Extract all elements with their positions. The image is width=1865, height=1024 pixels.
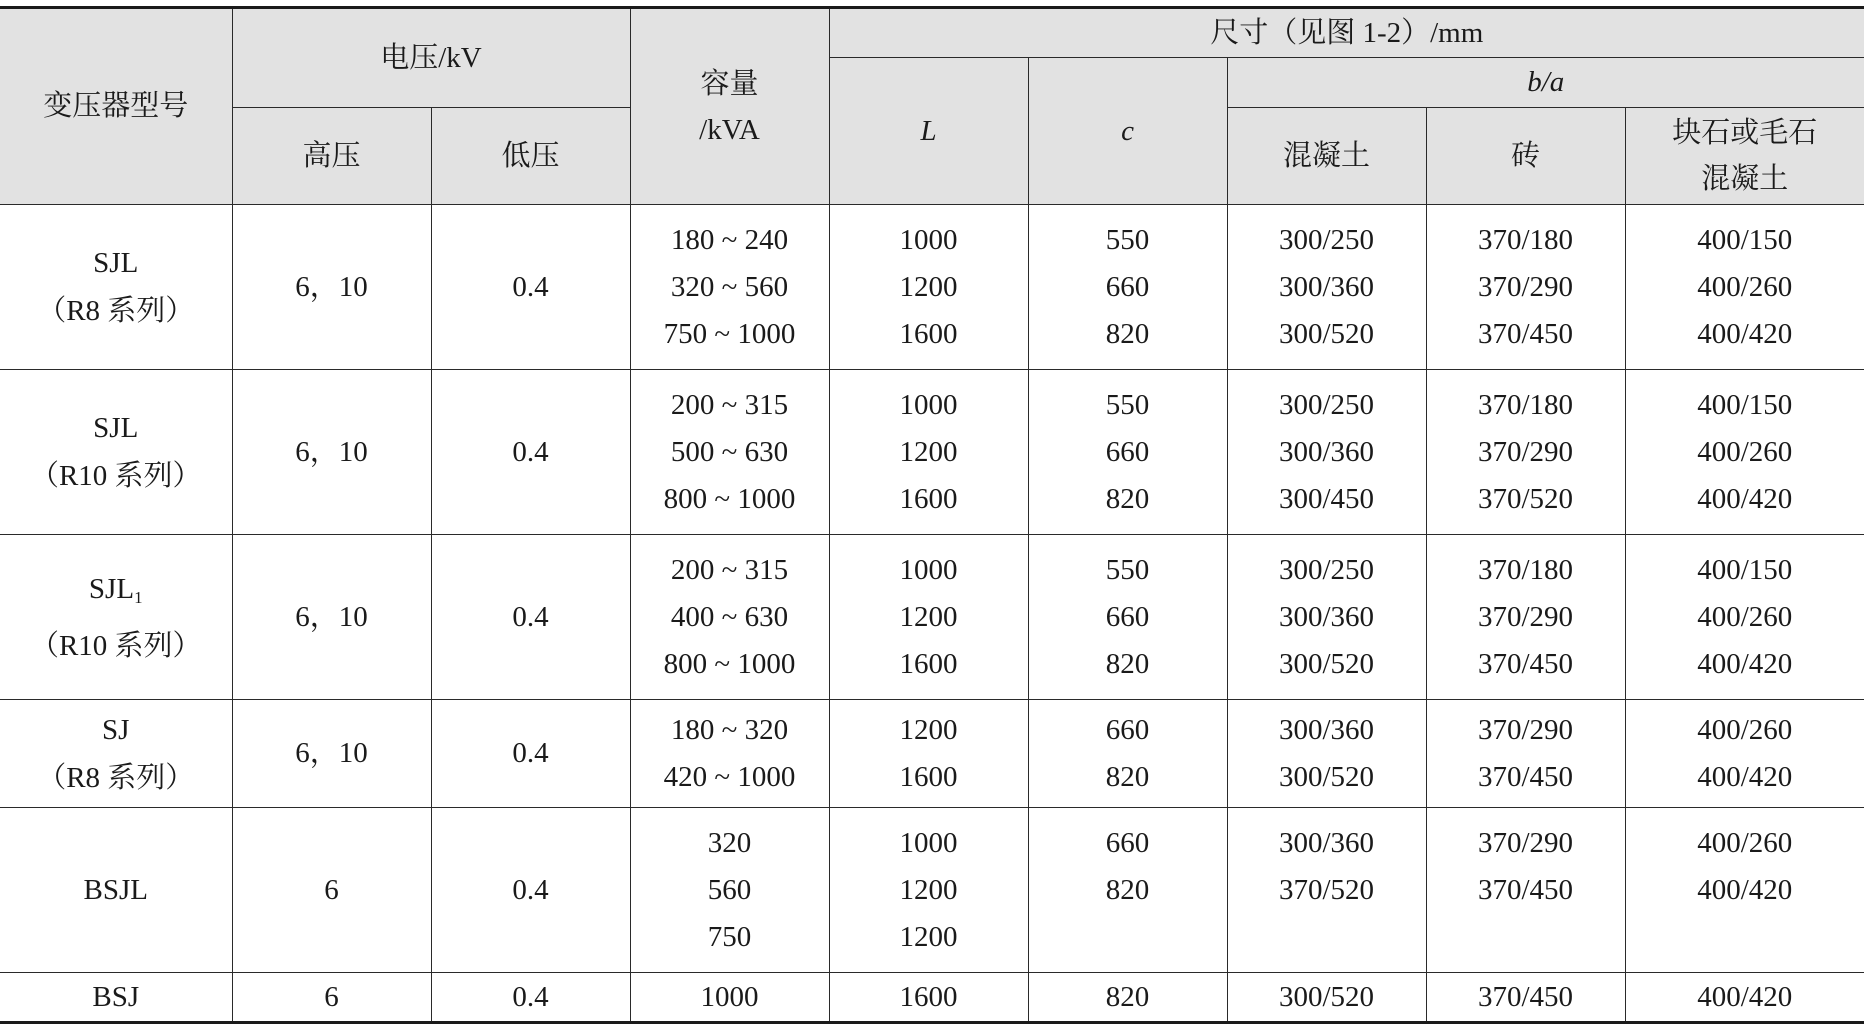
cell-low-voltage: 0.4 [431, 535, 630, 700]
rubble-value [1626, 914, 1865, 961]
cell-concrete [1227, 535, 1426, 700]
capacity-value: 420 ~ 1000 [663, 760, 796, 793]
concrete-value: 300/450 [1278, 482, 1375, 515]
cell-L [829, 700, 1028, 808]
c-value: 820 [1105, 317, 1150, 350]
cell-capacity [630, 700, 829, 808]
table-body [0, 205, 1864, 1023]
header-ba: b/a [1227, 58, 1864, 108]
cell-model [0, 808, 232, 973]
cell-brick [1426, 700, 1625, 808]
c-value: 660 [1105, 600, 1150, 633]
cell-high-voltage: 6，10 [232, 700, 431, 808]
cell-L [829, 808, 1028, 973]
header-voltage: 电压/kV [232, 8, 630, 108]
table-row [0, 535, 1864, 700]
rubble-value: 400/420 [1697, 760, 1793, 793]
cell-rubble [1625, 370, 1864, 535]
rubble-value: 400/150 [1697, 388, 1793, 421]
brick-value: 370/180 [1477, 553, 1574, 586]
c-value: 550 [1105, 553, 1150, 586]
cell-concrete [1227, 700, 1426, 808]
capacity-value: 750 [707, 920, 752, 953]
brick-value: 370/290 [1477, 826, 1574, 859]
L-value: 1600 [899, 482, 958, 515]
cell-model [0, 205, 232, 370]
header-capacity-line2: /kVA [699, 113, 760, 146]
capacity-value: 180 ~ 320 [670, 713, 789, 746]
rubble-value: 400/260 [1697, 600, 1793, 633]
c-value: 660 [1105, 826, 1150, 859]
model-subscript: 1 [134, 587, 143, 607]
brick-value: 370/290 [1477, 600, 1574, 633]
cell-low-voltage: 0.4 [431, 973, 630, 1023]
concrete-value: 300/360 [1278, 435, 1375, 468]
L-value: 1600 [899, 647, 958, 680]
header-high-voltage: 高压 [232, 108, 431, 205]
model-code: SJL [88, 572, 135, 605]
model-series: （R10 系列） [29, 629, 202, 662]
concrete-value: 300/520 [1278, 760, 1375, 793]
cell-c [1028, 973, 1227, 1023]
rubble-value: 400/150 [1697, 553, 1793, 586]
brick-value: 370/450 [1477, 317, 1574, 350]
capacity-value: 320 ~ 560 [670, 270, 789, 303]
L-value: 1200 [899, 270, 958, 303]
header-brick: 砖 [1426, 108, 1625, 205]
cell-high-voltage: 6，10 [232, 370, 431, 535]
table-header [0, 8, 1864, 205]
c-value: 820 [1105, 482, 1150, 515]
cell-capacity [630, 370, 829, 535]
L-value: 1600 [899, 760, 958, 793]
c-value: 820 [1105, 647, 1150, 680]
cell-rubble [1625, 205, 1864, 370]
model-name [0, 973, 232, 1021]
capacity-value: 200 ~ 315 [670, 388, 789, 421]
concrete-value: 300/360 [1278, 600, 1375, 633]
cell-high-voltage: 6，10 [232, 535, 431, 700]
table-row [0, 808, 1864, 973]
table-row [0, 370, 1864, 535]
header-capacity-line1: 容量 [700, 67, 759, 100]
header-rubble [1625, 108, 1864, 205]
cell-low-voltage: 0.4 [431, 700, 630, 808]
brick-value: 370/180 [1477, 388, 1574, 421]
model-series: （R8 系列） [37, 761, 195, 794]
capacity-value: 400 ~ 630 [670, 600, 789, 633]
model-name [0, 565, 232, 622]
concrete-value: 300/360 [1278, 270, 1375, 303]
cell-brick [1426, 973, 1625, 1023]
cell-capacity [630, 535, 829, 700]
cell-rubble [1625, 808, 1864, 973]
cell-model [0, 535, 232, 700]
header-concrete: 混凝土 [1227, 108, 1426, 205]
cell-L [829, 370, 1028, 535]
model-name [0, 404, 232, 452]
brick-value: 370/180 [1477, 223, 1574, 256]
rubble-value: 400/260 [1697, 270, 1793, 303]
c-value: 820 [1105, 760, 1150, 793]
rubble-value: 400/260 [1697, 435, 1793, 468]
cell-brick [1426, 535, 1625, 700]
cell-model [0, 370, 232, 535]
cell-low-voltage: 0.4 [431, 808, 630, 973]
capacity-value: 320 [707, 826, 752, 859]
brick-value: 370/290 [1477, 270, 1574, 303]
cell-concrete [1227, 808, 1426, 973]
cell-L [829, 535, 1028, 700]
cell-c [1028, 808, 1227, 973]
model-name [0, 706, 232, 754]
c-value: 820 [1105, 873, 1150, 906]
cell-c [1028, 370, 1227, 535]
capacity-value: 750 ~ 1000 [663, 317, 796, 350]
cell-low-voltage: 0.4 [431, 370, 630, 535]
L-value: 1000 [899, 553, 958, 586]
header-c: c [1028, 58, 1227, 205]
capacity-value: 500 ~ 630 [670, 435, 789, 468]
header-rubble-line2: 混凝土 [1701, 163, 1789, 195]
table-row [0, 205, 1864, 370]
model-code: BSJ [92, 981, 140, 1013]
c-value: 660 [1105, 270, 1150, 303]
transformer-foundation-table [0, 6, 1864, 1024]
table-row [0, 973, 1864, 1023]
cell-c [1028, 205, 1227, 370]
rubble-value: 400/260 [1697, 826, 1793, 859]
header-low-voltage: 低压 [431, 108, 630, 205]
header-model: 变压器型号 [0, 8, 232, 205]
model-code: BSJL [83, 874, 148, 906]
cell-high-voltage: 6 [232, 973, 431, 1023]
model-series: （R8 系列） [37, 295, 195, 327]
capacity-value: 180 ~ 240 [670, 223, 789, 256]
concrete-value: 300/360 [1278, 826, 1375, 859]
rubble-value: 400/420 [1697, 873, 1793, 906]
cell-model [0, 973, 232, 1023]
brick-value: 370/520 [1477, 482, 1574, 515]
cell-model [0, 700, 232, 808]
brick-value: 370/450 [1477, 981, 1574, 1013]
cell-capacity [630, 205, 829, 370]
capacity-value: 560 [707, 873, 752, 906]
capacity-value: 200 ~ 315 [670, 553, 789, 586]
cell-concrete [1227, 205, 1426, 370]
header-L: L [829, 58, 1028, 205]
capacity-value: 1000 [700, 981, 759, 1013]
header-rubble-line1: 块石或毛石 [1672, 117, 1818, 149]
L-value: 1600 [899, 981, 958, 1013]
model-name [0, 866, 232, 914]
cell-rubble [1625, 973, 1864, 1023]
cell-c [1028, 535, 1227, 700]
concrete-value: 300/250 [1278, 553, 1375, 586]
model-series: （R10 系列） [29, 460, 202, 492]
brick-value: 370/450 [1477, 873, 1574, 906]
capacity-value: 800 ~ 1000 [663, 647, 796, 680]
cell-c [1028, 700, 1227, 808]
rubble-value: 400/420 [1697, 981, 1793, 1013]
header-capacity [630, 8, 829, 205]
cell-L [829, 205, 1028, 370]
concrete-value: 300/250 [1278, 388, 1375, 421]
cell-concrete [1227, 973, 1426, 1023]
cell-high-voltage: 6 [232, 808, 431, 973]
concrete-value [1228, 914, 1426, 961]
concrete-value: 300/250 [1278, 223, 1375, 256]
cell-L [829, 973, 1028, 1023]
rubble-value: 400/150 [1697, 223, 1793, 256]
brick-value [1427, 914, 1625, 961]
header-dimensions: 尺寸（见图 1-2）/mm [829, 8, 1864, 58]
concrete-value: 300/520 [1278, 647, 1375, 680]
c-value: 660 [1105, 435, 1150, 468]
rubble-value: 400/260 [1697, 713, 1793, 746]
c-value: 550 [1105, 223, 1150, 256]
cell-brick [1426, 370, 1625, 535]
table-wrapper [0, 6, 1864, 1024]
L-value: 1200 [899, 600, 958, 633]
concrete-value: 300/520 [1278, 317, 1375, 350]
c-value: 660 [1105, 713, 1150, 746]
rubble-value: 400/420 [1697, 317, 1793, 350]
model-code: SJL [93, 412, 139, 444]
L-value: 1000 [899, 388, 958, 421]
model-code: SJ [102, 713, 130, 746]
L-value: 1000 [899, 223, 958, 256]
L-value: 1200 [899, 873, 958, 906]
cell-rubble [1625, 535, 1864, 700]
L-value: 1200 [899, 435, 958, 468]
cell-concrete [1227, 370, 1426, 535]
cell-capacity [630, 808, 829, 973]
brick-value: 370/290 [1477, 713, 1574, 746]
cell-low-voltage: 0.4 [431, 205, 630, 370]
L-value: 1600 [899, 317, 958, 350]
concrete-value: 300/520 [1278, 981, 1375, 1013]
L-value: 1200 [899, 713, 958, 746]
c-value [1029, 914, 1227, 961]
c-value: 550 [1105, 388, 1150, 421]
cell-brick [1426, 808, 1625, 973]
rubble-value: 400/420 [1697, 482, 1793, 515]
cell-capacity [630, 973, 829, 1023]
c-value: 820 [1105, 981, 1150, 1013]
capacity-value: 800 ~ 1000 [663, 482, 796, 515]
cell-rubble [1625, 700, 1864, 808]
concrete-value: 300/360 [1278, 713, 1375, 746]
cell-high-voltage: 6，10 [232, 205, 431, 370]
L-value: 1000 [899, 826, 958, 859]
model-code: SJL [93, 247, 139, 279]
table-row [0, 700, 1864, 808]
L-value: 1200 [899, 920, 958, 953]
model-name [0, 239, 232, 287]
concrete-value: 370/520 [1278, 873, 1375, 906]
brick-value: 370/450 [1477, 647, 1574, 680]
rubble-value: 400/420 [1697, 647, 1793, 680]
cell-brick [1426, 205, 1625, 370]
brick-value: 370/290 [1477, 435, 1574, 468]
brick-value: 370/450 [1477, 760, 1574, 793]
